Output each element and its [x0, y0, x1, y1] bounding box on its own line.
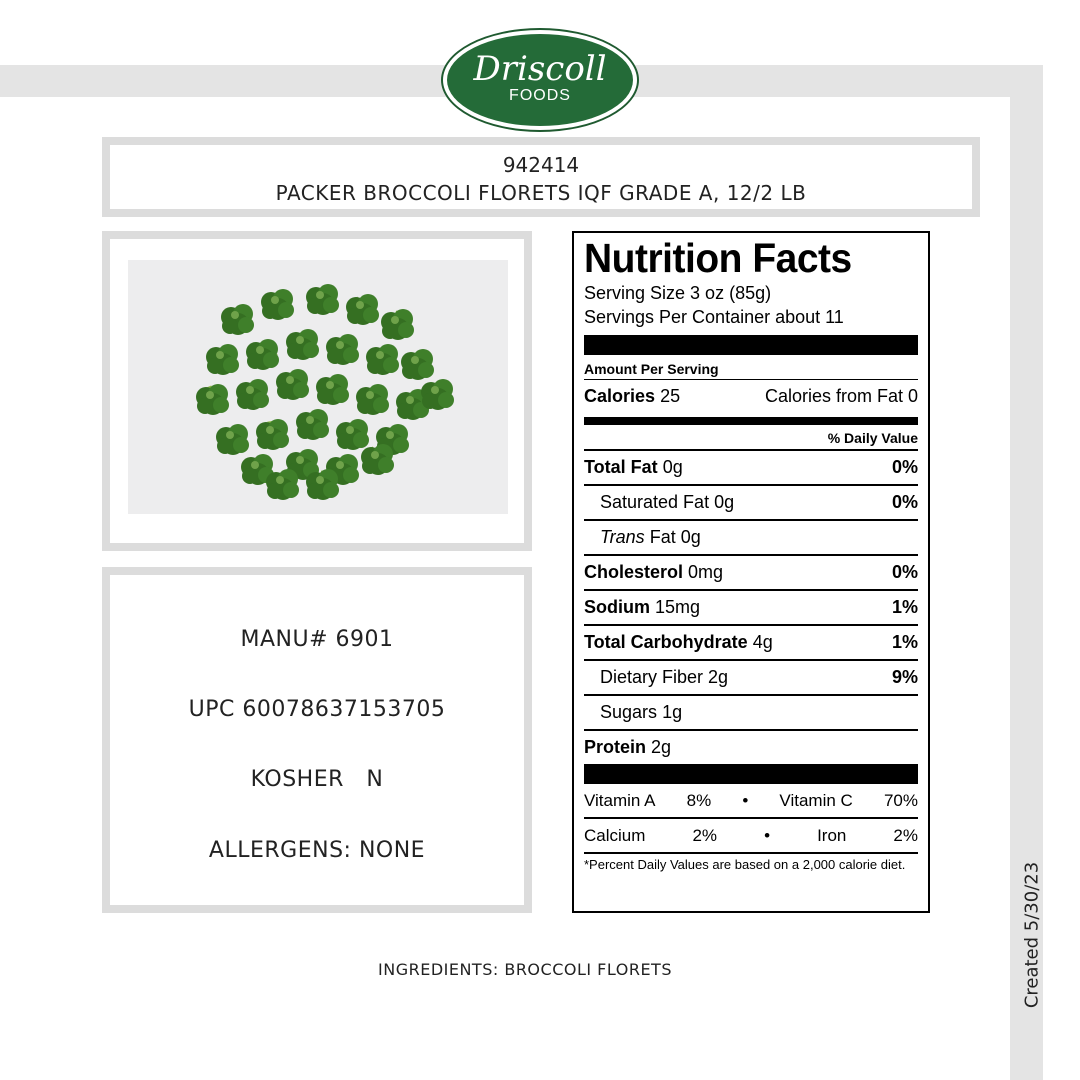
nutrition-facts-panel	[572, 231, 930, 913]
ingredients: INGREDIENTS: BROCCOLI FLORETS	[378, 960, 672, 979]
vitamin-left-value: 8%	[686, 791, 712, 810]
brand-logo	[441, 28, 639, 132]
nutrient-amount: 0g	[662, 457, 683, 477]
calories-label: Calories	[584, 386, 656, 406]
daily-value-header: % Daily Value	[827, 430, 918, 446]
nutrient-name	[600, 661, 728, 694]
product-photo	[128, 260, 508, 514]
product-name: PACKER BROCCOLI FLORETS IQF GRADE A, 12/2 LB	[275, 181, 807, 205]
nutrient-row	[584, 694, 918, 729]
nutrient-row	[584, 484, 918, 519]
brand-name: Driscoll	[473, 49, 607, 89]
calories-value: 25	[660, 386, 681, 406]
bullet: •	[764, 826, 771, 845]
allergens: ALLERGENS: NONE	[208, 838, 426, 863]
nutrition-divider-thick-2	[584, 764, 918, 784]
nutrient-name	[584, 556, 723, 589]
nutrient-daily-value: 0%	[891, 562, 918, 582]
broccoli-floret	[306, 469, 339, 500]
nutrient-row	[584, 519, 918, 554]
nutrient-daily-value: 0%	[891, 492, 918, 512]
nutrient-amount: 2g	[651, 737, 672, 757]
vitamin-left-label: Calcium	[584, 826, 646, 845]
nutrient-row	[584, 624, 918, 659]
nutrient-label: Dietary Fiber	[600, 667, 704, 687]
broccoli-floret	[326, 334, 359, 365]
vitamin-row	[584, 784, 918, 817]
calories-row	[584, 379, 918, 413]
nutrient-label: Cholesterol	[584, 562, 684, 582]
vitamin-rows	[584, 784, 918, 852]
vitamin-row	[584, 817, 918, 852]
nutrient-name	[584, 591, 700, 624]
nutrient-daily-value: 0%	[891, 457, 918, 477]
vitamin-right-label: Iron	[817, 826, 847, 845]
broccoli-floret	[276, 369, 309, 400]
vitamin-right-value: 70%	[883, 791, 918, 810]
nutrition-title: Nutrition Facts	[584, 235, 852, 281]
broccoli-floret	[361, 444, 394, 475]
nutrient-amount: 1g	[662, 702, 683, 722]
nutrient-amount: 0mg	[688, 562, 724, 582]
nutrient-name	[600, 486, 734, 519]
nutrient-label: Total Carbohydrate	[584, 632, 748, 652]
broccoli-floret	[221, 304, 254, 335]
nutrient-rows	[584, 449, 918, 764]
bullet: •	[742, 791, 749, 810]
daily-value-footnote: *Percent Daily Values are based on a 2,000 calorie diet.	[584, 852, 918, 874]
product-title-box	[102, 137, 980, 217]
vitamin-right-value: 2%	[893, 826, 918, 845]
nutrient-name	[600, 696, 682, 729]
product-info-box	[102, 567, 532, 913]
nutrient-daily-value: 1%	[891, 632, 918, 652]
created-date: Created 5/30/23	[1021, 861, 1043, 1009]
nutrient-amount: 15mg	[655, 597, 701, 617]
manufacturer-number: MANU# 6901	[240, 627, 394, 652]
nutrient-amount: 0g	[714, 492, 735, 512]
product-code: 942414	[502, 153, 580, 177]
broccoli-floret	[401, 349, 434, 380]
broccoli-floret	[236, 379, 269, 410]
nutrient-name	[584, 451, 683, 484]
nutrition-divider-thick	[584, 335, 918, 355]
vitamin-left-label: Vitamin A	[584, 791, 656, 810]
upc-code: UPC 60078637153705	[188, 697, 446, 722]
nutrient-daily-value: 1%	[891, 597, 918, 617]
broccoli-floret	[261, 289, 294, 320]
broccoli-floret	[316, 374, 349, 405]
nutrient-label: Sodium	[584, 597, 650, 617]
broccoli-floret	[346, 294, 379, 325]
nutrient-amount: 2g	[708, 667, 729, 687]
nutrient-amount: 4g	[752, 632, 773, 652]
nutrient-row	[584, 729, 918, 764]
nutrient-daily-value: 9%	[891, 667, 918, 687]
kosher-status: KOSHER N	[250, 767, 384, 792]
brand-sub: FOODS	[509, 87, 571, 104]
broccoli-floret	[246, 339, 279, 370]
nutrient-label: Trans	[600, 527, 645, 547]
broccoli-floret	[256, 419, 289, 450]
nutrient-name	[584, 626, 773, 659]
broccoli-floret	[196, 384, 229, 415]
serving-size: Serving Size 3 oz (85g)	[584, 283, 772, 303]
vitamin-left-value: 2%	[692, 826, 718, 845]
broccoli-floret	[366, 344, 399, 375]
servings-per-container: Servings Per Container about 11	[584, 307, 844, 327]
nutrient-row	[584, 589, 918, 624]
nutrient-label: Protein	[584, 737, 647, 757]
nutrient-name	[600, 521, 701, 554]
nutrient-label: Sugars	[600, 702, 658, 722]
nutrient-name	[584, 731, 671, 764]
calories-from-fat: Calories from Fat 0	[764, 386, 918, 406]
broccoli-floret	[266, 469, 299, 500]
broccoli-floret	[216, 424, 249, 455]
broccoli-floret	[306, 284, 339, 315]
nutrient-row	[584, 659, 918, 694]
nutrient-label: Total Fat	[584, 457, 658, 477]
nutrient-label: Saturated Fat	[600, 492, 710, 512]
broccoli-floret	[336, 419, 369, 450]
amount-per-serving: Amount Per Serving	[584, 361, 719, 377]
nutrient-row	[584, 449, 918, 484]
broccoli-floret	[421, 379, 454, 410]
broccoli-floret	[206, 344, 239, 375]
nutrient-amount: Fat 0g	[649, 527, 701, 547]
broccoli-floret	[296, 409, 329, 440]
broccoli-image	[128, 260, 508, 514]
broccoli-floret	[286, 329, 319, 360]
vitamin-right-label: Vitamin C	[779, 791, 853, 810]
broccoli-floret	[381, 309, 414, 340]
nutrient-row	[584, 554, 918, 589]
brand-logo-oval	[447, 34, 633, 126]
nutrition-divider-medium	[584, 417, 918, 425]
product-photo-frame	[102, 231, 532, 551]
broccoli-floret	[356, 384, 389, 415]
